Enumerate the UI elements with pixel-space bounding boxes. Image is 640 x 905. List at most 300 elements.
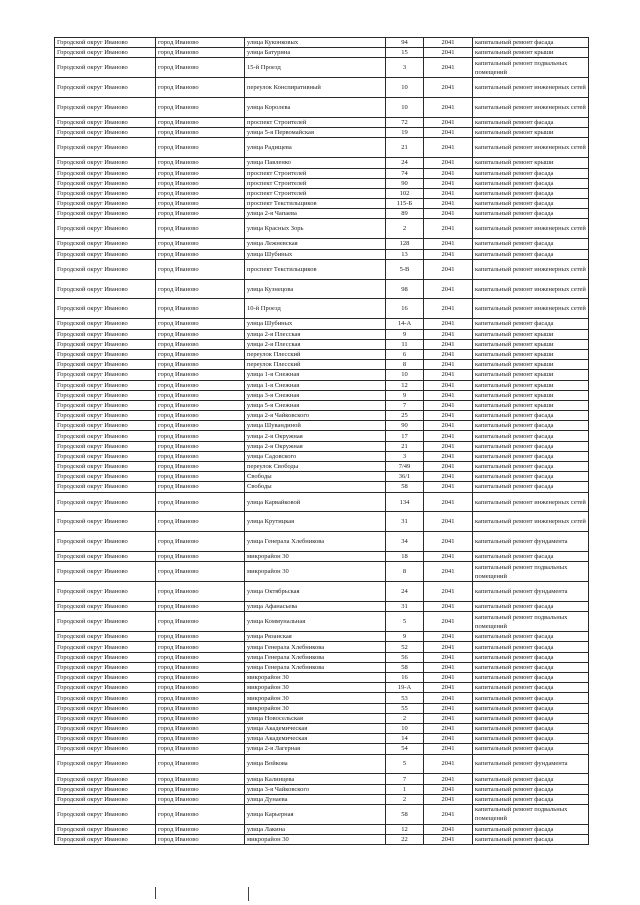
table-row (55, 602, 589, 612)
work-type-cell: капитальный ремонт подвальных помещений (473, 562, 589, 582)
house-number-cell: 24 (386, 158, 424, 168)
house-number-cell: 21 (386, 138, 424, 158)
table-row (55, 662, 589, 672)
year-cell: 2041 (424, 128, 473, 138)
work-type-cell: капитальный ремонт фасада (473, 703, 589, 713)
year-cell: 2041 (424, 299, 473, 319)
work-type-cell: капитальный ремонт крыши (473, 128, 589, 138)
work-type-cell: капитальный ремонт фасада (473, 794, 589, 804)
house-number-cell: 25 (386, 411, 424, 421)
work-type-cell: капитальный ремонт подвальных помещений (473, 804, 589, 824)
work-type-cell: капитальный ремонт фасада (473, 774, 589, 784)
okrug-cell: Городской округ Иваново (55, 723, 156, 733)
year-cell: 2041 (424, 472, 473, 482)
table-row (55, 259, 589, 279)
year-cell: 2041 (424, 552, 473, 562)
okrug-cell: Городской округ Иваново (55, 138, 156, 158)
street-cell: микрорайон 30 (245, 693, 386, 703)
street-cell: микрорайон 30 (245, 683, 386, 693)
house-number-cell: 19-А (386, 683, 424, 693)
house-number-cell: 98 (386, 279, 424, 299)
table-row (55, 754, 589, 774)
okrug-cell: Городской округ Иваново (55, 734, 156, 744)
year-cell: 2041 (424, 38, 473, 48)
work-type-cell: капитальный ремонт фасада (473, 239, 589, 249)
table-row (55, 632, 589, 642)
okrug-cell: Городской округ Иваново (55, 673, 156, 683)
okrug-cell: Городской округ Иваново (55, 602, 156, 612)
street-cell: переулок Конспиративный (245, 78, 386, 98)
work-type-cell: капитальный ремонт фасада (473, 319, 589, 329)
city-cell: город Иваново (156, 249, 245, 259)
table-row (55, 774, 589, 784)
table-row (55, 582, 589, 602)
year-cell: 2041 (424, 713, 473, 723)
city-cell: город Иваново (156, 349, 245, 359)
table-row (55, 835, 589, 845)
okrug-cell: Городской округ Иваново (55, 754, 156, 774)
house-number-cell: 19 (386, 128, 424, 138)
street-cell: улица Войкова (245, 754, 386, 774)
house-number-cell: 55 (386, 703, 424, 713)
table-row (55, 168, 589, 178)
table-row (55, 239, 589, 249)
table-row (55, 329, 589, 339)
work-type-cell: капитальный ремонт крыши (473, 329, 589, 339)
okrug-cell: Городской округ Иваново (55, 78, 156, 98)
street-cell: улица Карьерная (245, 804, 386, 824)
okrug-cell: Городской округ Иваново (55, 744, 156, 754)
city-cell: город Иваново (156, 390, 245, 400)
year-cell: 2041 (424, 784, 473, 794)
okrug-cell: Городской округ Иваново (55, 38, 156, 48)
work-type-cell: капитальный ремонт фасада (473, 784, 589, 794)
table-row (55, 219, 589, 239)
work-type-cell: капитальный ремонт фасада (473, 835, 589, 845)
street-cell: улица 2-я Плесская (245, 329, 386, 339)
house-number-cell: 7 (386, 400, 424, 410)
okrug-cell: Городской округ Иваново (55, 259, 156, 279)
year-cell: 2041 (424, 239, 473, 249)
work-type-cell: капитальный ремонт крыши (473, 390, 589, 400)
street-cell: улица Академическая (245, 723, 386, 733)
house-number-cell: 34 (386, 532, 424, 552)
city-cell: город Иваново (156, 824, 245, 834)
house-number-cell: 74 (386, 168, 424, 178)
year-cell: 2041 (424, 723, 473, 733)
year-cell: 2041 (424, 421, 473, 431)
okrug-cell: Городской округ Иваново (55, 703, 156, 713)
city-cell: город Иваново (156, 400, 245, 410)
house-number-cell: 58 (386, 662, 424, 672)
okrug-cell: Городской округ Иваново (55, 562, 156, 582)
year-cell: 2041 (424, 98, 473, 118)
city-cell: город Иваново (156, 441, 245, 451)
okrug-cell: Городской округ Иваново (55, 512, 156, 532)
okrug-cell: Городской округ Иваново (55, 118, 156, 128)
year-cell: 2041 (424, 652, 473, 662)
okrug-cell: Городской округ Иваново (55, 58, 156, 78)
house-number-cell: 22 (386, 835, 424, 845)
okrug-cell: Городской округ Иваново (55, 249, 156, 259)
city-cell: город Иваново (156, 178, 245, 188)
table-row (55, 744, 589, 754)
street-cell: улица Карвайковой (245, 492, 386, 512)
okrug-cell: Городской округ Иваново (55, 360, 156, 370)
city-cell: город Иваново (156, 744, 245, 754)
house-number-cell: 90 (386, 421, 424, 431)
okrug-cell: Городской округ Иваново (55, 784, 156, 794)
table-row (55, 339, 589, 349)
year-cell: 2041 (424, 199, 473, 209)
table-row (55, 462, 589, 472)
year-cell: 2041 (424, 512, 473, 532)
year-cell: 2041 (424, 754, 473, 774)
city-cell: город Иваново (156, 734, 245, 744)
okrug-cell: Городской округ Иваново (55, 683, 156, 693)
work-type-cell: капитальный ремонт фасада (473, 462, 589, 472)
house-number-cell: 16 (386, 299, 424, 319)
table-row (55, 612, 589, 632)
okrug-cell: Городской округ Иваново (55, 158, 156, 168)
street-cell: улица 3-я Снежная (245, 390, 386, 400)
street-cell: улица Лакина (245, 824, 386, 834)
city-cell: город Иваново (156, 703, 245, 713)
year-cell: 2041 (424, 390, 473, 400)
okrug-cell: Городской округ Иваново (55, 380, 156, 390)
table-row (55, 652, 589, 662)
street-cell: улица Генерала Хлебникова (245, 532, 386, 552)
street-cell: улица Новосельская (245, 713, 386, 723)
year-cell: 2041 (424, 118, 473, 128)
work-type-cell: капитальный ремонт фасада (473, 602, 589, 612)
city-cell: город Иваново (156, 199, 245, 209)
city-cell: город Иваново (156, 835, 245, 845)
table-row (55, 673, 589, 683)
house-number-cell: 2 (386, 713, 424, 723)
street-cell: улица Академическая (245, 734, 386, 744)
okrug-cell: Городской округ Иваново (55, 693, 156, 703)
okrug-cell: Городской округ Иваново (55, 552, 156, 562)
work-type-cell: капитальный ремонт инженерных сетей (473, 259, 589, 279)
house-number-cell: 36/1 (386, 472, 424, 482)
city-cell: город Иваново (156, 754, 245, 774)
street-cell: улица Садовского (245, 451, 386, 461)
house-number-cell: 8 (386, 360, 424, 370)
okrug-cell: Городской округ Иваново (55, 209, 156, 219)
work-type-cell: капитальный ремонт фасада (473, 673, 589, 683)
okrug-cell: Городской округ Иваново (55, 482, 156, 492)
table-row (55, 562, 589, 582)
house-number-cell: 128 (386, 239, 424, 249)
city-cell: город Иваново (156, 794, 245, 804)
table-row (55, 794, 589, 804)
okrug-cell: Городской округ Иваново (55, 492, 156, 512)
table-row (55, 734, 589, 744)
okrug-cell: Городской округ Иваново (55, 774, 156, 784)
okrug-cell: Городской округ Иваново (55, 370, 156, 380)
work-type-cell: капитальный ремонт фундамента (473, 582, 589, 602)
okrug-cell: Городской округ Иваново (55, 329, 156, 339)
okrug-cell: Городской округ Иваново (55, 794, 156, 804)
okrug-cell: Городской округ Иваново (55, 219, 156, 239)
year-cell: 2041 (424, 532, 473, 552)
okrug-cell: Городской округ Иваново (55, 349, 156, 359)
table-row (55, 512, 589, 532)
year-cell: 2041 (424, 632, 473, 642)
street-cell: улица 2-я Окружная (245, 441, 386, 451)
house-number-cell: 9 (386, 390, 424, 400)
city-cell: город Иваново (156, 713, 245, 723)
house-number-cell: 14-А (386, 319, 424, 329)
street-cell: улица Лежневская (245, 239, 386, 249)
year-cell: 2041 (424, 58, 473, 78)
city-cell: город Иваново (156, 370, 245, 380)
work-type-cell: капитальный ремонт фасада (473, 683, 589, 693)
year-cell: 2041 (424, 693, 473, 703)
year-cell: 2041 (424, 349, 473, 359)
house-number-cell: 115-Б (386, 199, 424, 209)
work-type-cell: капитальный ремонт инженерных сетей (473, 78, 589, 98)
table-row (55, 683, 589, 693)
city-cell: город Иваново (156, 188, 245, 198)
city-cell: город Иваново (156, 319, 245, 329)
year-cell: 2041 (424, 441, 473, 451)
house-number-cell: 11 (386, 339, 424, 349)
house-number-cell: 18 (386, 552, 424, 562)
work-type-cell: капитальный ремонт фасада (473, 118, 589, 128)
city-cell: город Иваново (156, 552, 245, 562)
year-cell: 2041 (424, 188, 473, 198)
street-cell: микрорайон 30 (245, 552, 386, 562)
okrug-cell: Городской округ Иваново (55, 652, 156, 662)
house-number-cell: 17 (386, 431, 424, 441)
city-cell: город Иваново (156, 128, 245, 138)
table-row (55, 370, 589, 380)
house-number-cell: 3 (386, 58, 424, 78)
street-cell: улица 5-я Первомайская (245, 128, 386, 138)
work-type-cell: капитальный ремонт фасада (473, 824, 589, 834)
house-number-cell: 89 (386, 209, 424, 219)
table-row (55, 441, 589, 451)
year-cell: 2041 (424, 360, 473, 370)
house-number-cell: 6 (386, 349, 424, 359)
table-row (55, 118, 589, 128)
city-cell: город Иваново (156, 582, 245, 602)
work-type-cell: капитальный ремонт фасада (473, 723, 589, 733)
bottom-rule-left (155, 887, 156, 899)
house-number-cell: 31 (386, 602, 424, 612)
table-row (55, 532, 589, 552)
table-row (55, 380, 589, 390)
table-row (55, 400, 589, 410)
street-cell: Свободы (245, 472, 386, 482)
house-number-cell: 12 (386, 824, 424, 834)
okrug-cell: Городской округ Иваново (55, 128, 156, 138)
year-cell: 2041 (424, 703, 473, 713)
city-cell: город Иваново (156, 78, 245, 98)
house-number-cell: 58 (386, 804, 424, 824)
table-row (55, 48, 589, 58)
table-row (55, 199, 589, 209)
work-type-cell: капитальный ремонт крыши (473, 370, 589, 380)
city-cell: город Иваново (156, 299, 245, 319)
house-number-cell: 10 (386, 98, 424, 118)
street-cell: улица Шубиных (245, 319, 386, 329)
street-cell: улица 5-я Снежная (245, 400, 386, 410)
year-cell: 2041 (424, 411, 473, 421)
table-body (55, 38, 589, 845)
year-cell: 2041 (424, 158, 473, 168)
table-row (55, 38, 589, 48)
street-cell: проспект Строителей (245, 178, 386, 188)
city-cell: город Иваново (156, 329, 245, 339)
work-type-cell: капитальный ремонт крыши (473, 380, 589, 390)
table-row (55, 482, 589, 492)
table-row (55, 451, 589, 461)
work-type-cell: капитальный ремонт крыши (473, 360, 589, 370)
work-type-cell: капитальный ремонт фундамента (473, 754, 589, 774)
street-cell: улица Генерала Хлебникова (245, 652, 386, 662)
year-cell: 2041 (424, 482, 473, 492)
year-cell: 2041 (424, 78, 473, 98)
house-number-cell: 53 (386, 693, 424, 703)
street-cell: улица Крутицкая (245, 512, 386, 532)
street-cell: улица 3-я Чайковского (245, 784, 386, 794)
street-cell: улица 2-я Чайковского (245, 411, 386, 421)
house-number-cell: 31 (386, 512, 424, 532)
city-cell: город Иваново (156, 673, 245, 683)
city-cell: город Иваново (156, 683, 245, 693)
table-row (55, 390, 589, 400)
repair-schedule-table (54, 37, 589, 845)
street-cell: проспект Строителей (245, 168, 386, 178)
house-number-cell: 10 (386, 370, 424, 380)
work-type-cell: капитальный ремонт фундамента (473, 532, 589, 552)
year-cell: 2041 (424, 824, 473, 834)
house-number-cell: 12 (386, 380, 424, 390)
work-type-cell: капитальный ремонт крыши (473, 349, 589, 359)
work-type-cell: капитальный ремонт подвальных помещений (473, 612, 589, 632)
okrug-cell: Городской округ Иваново (55, 319, 156, 329)
table-row (55, 279, 589, 299)
city-cell: город Иваново (156, 662, 245, 672)
table-row (55, 804, 589, 824)
okrug-cell: Городской округ Иваново (55, 582, 156, 602)
street-cell: улица Октябрьская (245, 582, 386, 602)
okrug-cell: Городской округ Иваново (55, 199, 156, 209)
house-number-cell: 5 (386, 754, 424, 774)
house-number-cell: 9 (386, 632, 424, 642)
city-cell: город Иваново (156, 462, 245, 472)
city-cell: город Иваново (156, 239, 245, 249)
city-cell: город Иваново (156, 209, 245, 219)
house-number-cell: 10 (386, 723, 424, 733)
year-cell: 2041 (424, 259, 473, 279)
city-cell: город Иваново (156, 219, 245, 239)
table-row (55, 299, 589, 319)
city-cell: город Иваново (156, 38, 245, 48)
table-row (55, 492, 589, 512)
okrug-cell: Городской округ Иваново (55, 441, 156, 451)
street-cell: улица Кузнецова (245, 279, 386, 299)
work-type-cell: капитальный ремонт фасада (473, 188, 589, 198)
table-row (55, 158, 589, 168)
year-cell: 2041 (424, 168, 473, 178)
city-cell: город Иваново (156, 168, 245, 178)
city-cell: город Иваново (156, 642, 245, 652)
house-number-cell: 72 (386, 118, 424, 128)
city-cell: город Иваново (156, 421, 245, 431)
work-type-cell: капитальный ремонт инженерных сетей (473, 512, 589, 532)
year-cell: 2041 (424, 602, 473, 612)
street-cell: улица 2-я Плесская (245, 339, 386, 349)
work-type-cell: капитальный ремонт инженерных сетей (473, 279, 589, 299)
house-number-cell: 14 (386, 734, 424, 744)
work-type-cell: капитальный ремонт фасада (473, 178, 589, 188)
street-cell: микрорайон 30 (245, 562, 386, 582)
house-number-cell: 7 (386, 774, 424, 784)
city-cell: город Иваново (156, 632, 245, 642)
house-number-cell: 24 (386, 582, 424, 602)
street-cell: 10-й Проезд (245, 299, 386, 319)
year-cell: 2041 (424, 329, 473, 339)
year-cell: 2041 (424, 451, 473, 461)
work-type-cell: капитальный ремонт фасада (473, 652, 589, 662)
year-cell: 2041 (424, 562, 473, 582)
year-cell: 2041 (424, 734, 473, 744)
street-cell: улица Радищева (245, 138, 386, 158)
work-type-cell: капитальный ремонт фасада (473, 431, 589, 441)
year-cell: 2041 (424, 642, 473, 652)
year-cell: 2041 (424, 804, 473, 824)
city-cell: город Иваново (156, 158, 245, 168)
house-number-cell: 1 (386, 784, 424, 794)
okrug-cell: Городской округ Иваново (55, 279, 156, 299)
year-cell: 2041 (424, 219, 473, 239)
house-number-cell: 94 (386, 38, 424, 48)
okrug-cell: Городской округ Иваново (55, 632, 156, 642)
house-number-cell: 58 (386, 482, 424, 492)
okrug-cell: Городской округ Иваново (55, 835, 156, 845)
city-cell: город Иваново (156, 339, 245, 349)
table-row (55, 128, 589, 138)
table-row (55, 178, 589, 188)
table-row (55, 138, 589, 158)
street-cell: Свободы (245, 482, 386, 492)
street-cell: улица Шувандиной (245, 421, 386, 431)
okrug-cell: Городской округ Иваново (55, 188, 156, 198)
city-cell: город Иваново (156, 602, 245, 612)
okrug-cell: Городской округ Иваново (55, 339, 156, 349)
work-type-cell: капитальный ремонт фасада (473, 662, 589, 672)
okrug-cell: Городской округ Иваново (55, 390, 156, 400)
house-number-cell: 15 (386, 48, 424, 58)
year-cell: 2041 (424, 431, 473, 441)
street-cell: улица Афанасьева (245, 602, 386, 612)
city-cell: город Иваново (156, 411, 245, 421)
street-cell: улица Батурина (245, 48, 386, 58)
table-row (55, 249, 589, 259)
city-cell: город Иваново (156, 279, 245, 299)
okrug-cell: Городской округ Иваново (55, 168, 156, 178)
year-cell: 2041 (424, 462, 473, 472)
year-cell: 2041 (424, 582, 473, 602)
work-type-cell: капитальный ремонт подвальных помещений (473, 58, 589, 78)
year-cell: 2041 (424, 279, 473, 299)
city-cell: город Иваново (156, 98, 245, 118)
work-type-cell: капитальный ремонт фасада (473, 451, 589, 461)
